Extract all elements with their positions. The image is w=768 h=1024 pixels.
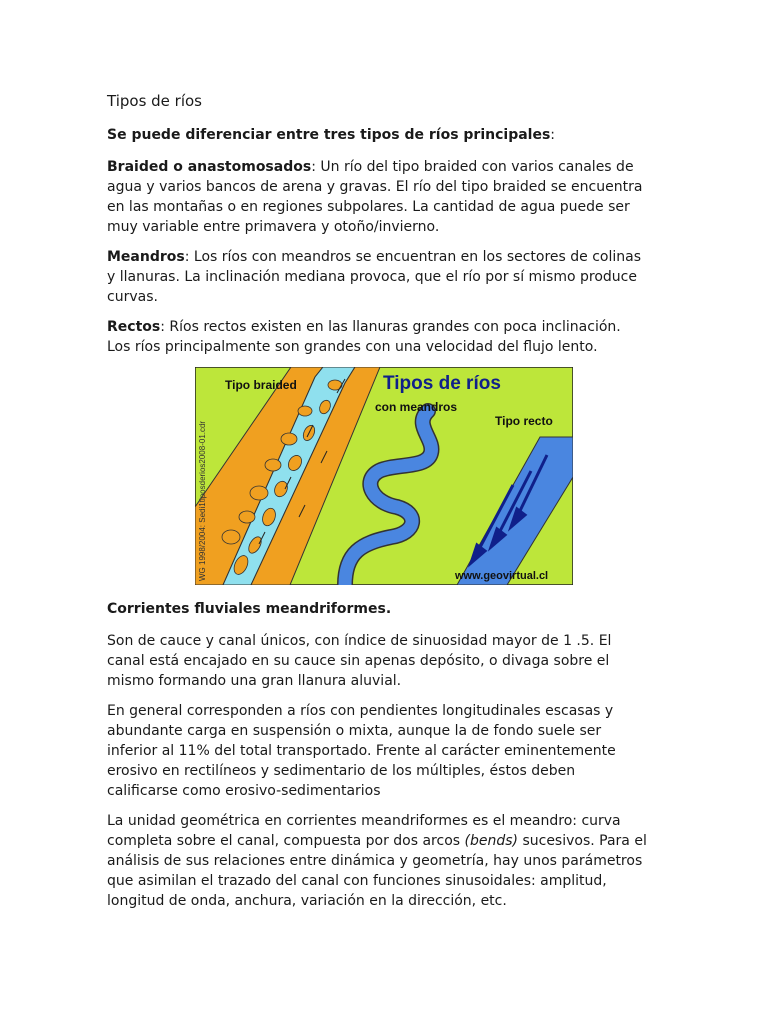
label-recto: Tipo recto <box>495 414 553 428</box>
term-rectos: Rectos <box>107 319 161 335</box>
paragraph-meandros <box>107 247 647 307</box>
figure-title: Tipos de ríos <box>383 373 501 394</box>
river-types-figure <box>195 367 573 585</box>
text-braided: : Un río del tipo braided con varios canales de agua y varios bancos de arena y gravas. El río del tipo braided se encuentra en las montañas o en regiones subpolares. La cantidad de agua puede ser muy variable entre primavera y otoño/invierno. <box>107 159 643 235</box>
paragraph-braided <box>107 157 647 237</box>
intro-heading-colon: : <box>550 127 556 143</box>
page-title: Tipos de ríos <box>107 92 202 110</box>
term-braided: Braided o anastomosados <box>107 159 312 175</box>
paragraph-rectos <box>107 317 647 357</box>
text-meandros: : Los ríos con meandros se encuentran en los sectores de colinas y llanuras. La inclinación mediana provoca, que el río por sí mismo produce curvas. <box>107 249 642 305</box>
term-meandros: Meandros <box>107 249 185 265</box>
text-meander-b: sucesivos. Para el análisis de sus relaciones entre dinámica y geometría, hay unos parámetros que asimilan el trazado del canal con funciones sinusoidales: amplitud, longitud de onda, anchura, variación en la dirección, etc. <box>107 833 647 909</box>
label-braided: Tipo braided <box>225 378 297 392</box>
paragraph-meandriform-2: En general corresponden a ríos con pendientes longitudinales escasas y abundante carga en suspensión o mixta, aunque la de fondo suele ser inferior al 11% del total transportado. Frente al carácter eminentemente erosivo en rectilíneos y sedimentario de los múltiples, éstos deben calificarse como erosivo-sedimentarios <box>107 703 616 799</box>
label-meandros: con meandros <box>375 400 458 414</box>
label-website: www.geovirtual.cl <box>455 570 549 582</box>
text-meander-italic: (bends) <box>464 833 518 849</box>
text-rectos: : Ríos rectos existen en las llanuras grandes con poca inclinación. Los ríos principalmente son grandes con una velocidad del flujo lento. <box>107 319 621 355</box>
figure-credit: WG 1998/2004: Sedi1tiposderios2008-01.cdr <box>198 420 207 581</box>
document-content <box>107 90 647 921</box>
intro-heading-text: Se puede diferenciar entre tres tipos de ríos principales <box>107 127 551 143</box>
figure-container <box>107 367 647 587</box>
paragraph-meandriform-1: Son de cauce y canal únicos, con índice de sinuosidad mayor de 1 .5. El canal está encajado en su cauce sin apenas depósito, o divaga sobre el mismo formando una gran llanura aluvial. <box>107 633 612 689</box>
section-title: Corrientes fluviales meandriformes. <box>107 601 392 617</box>
paragraph-meandriform-3 <box>107 811 647 911</box>
intro-heading <box>107 125 647 145</box>
text-meander-a: La unidad geométrica en corrientes meandriformes es el meandro: curva completa sobre el canal, compuesta por dos arcos <box>107 813 621 849</box>
